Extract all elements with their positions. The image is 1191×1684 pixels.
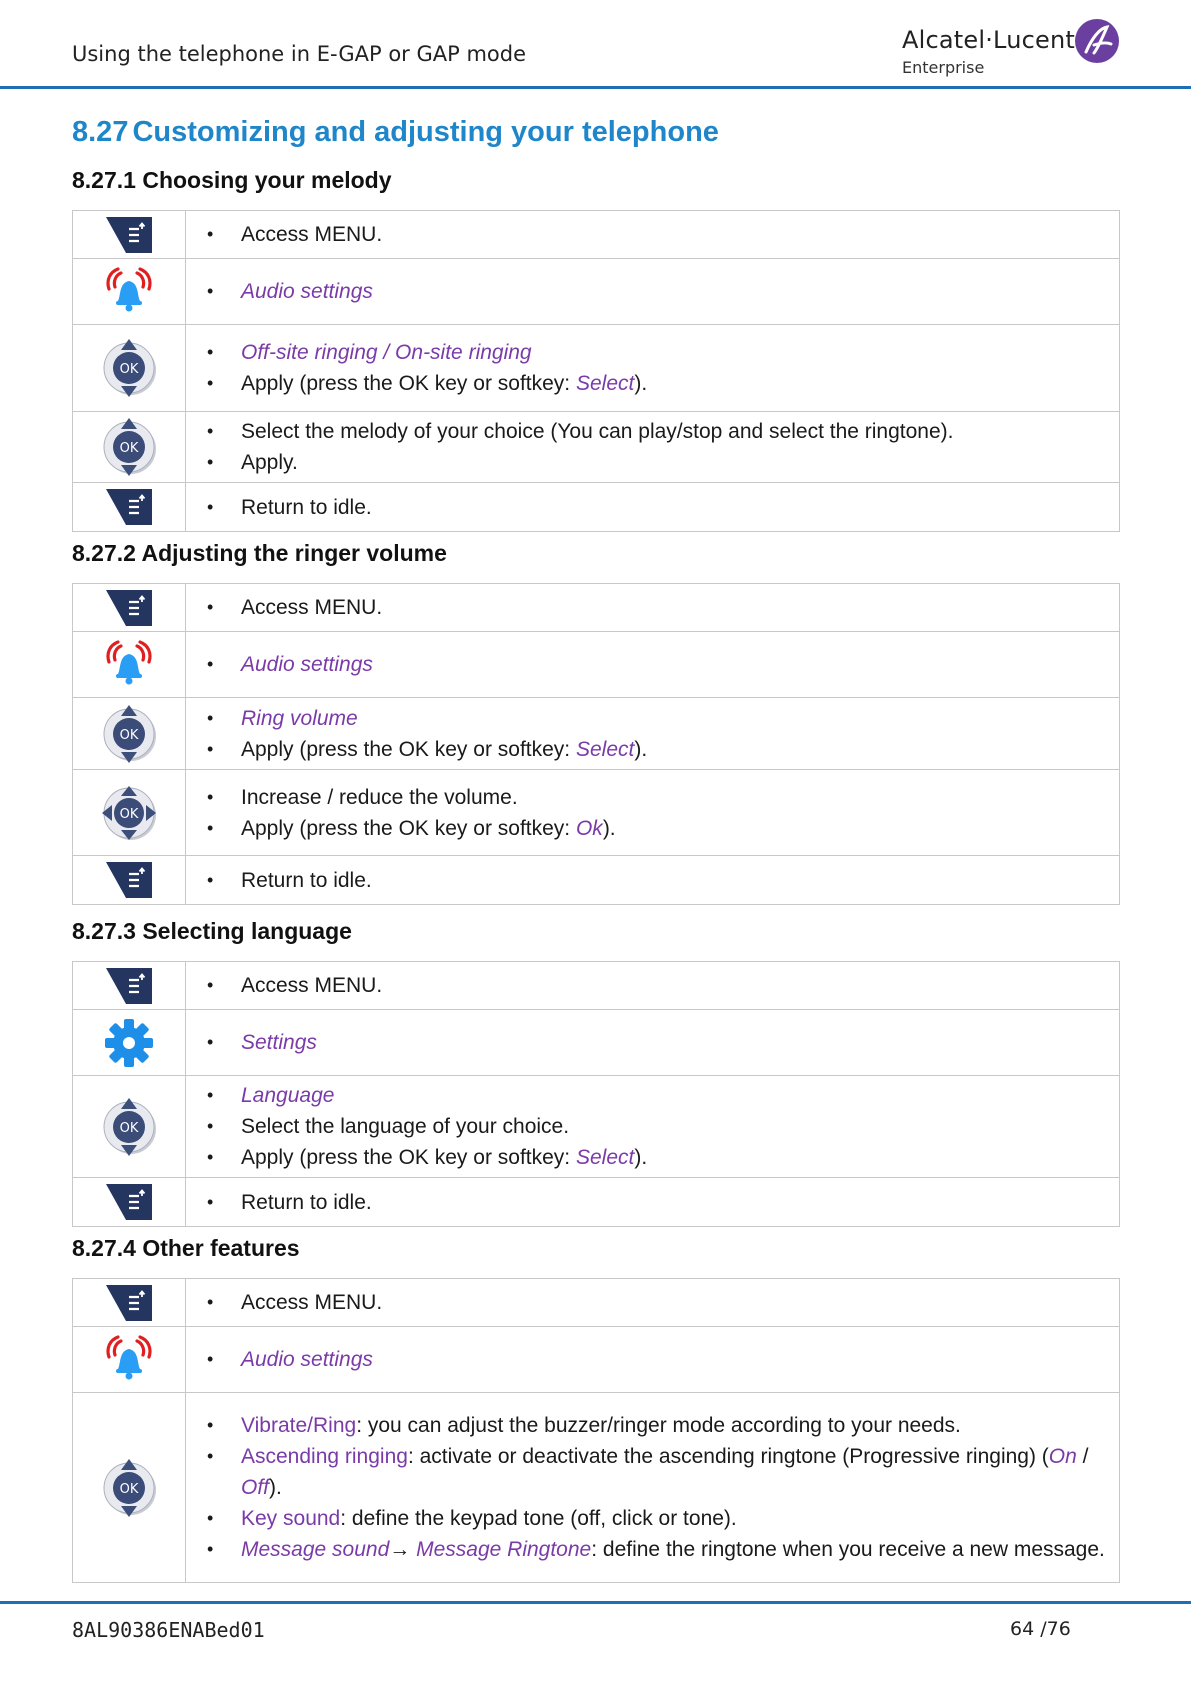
step-row — [73, 962, 1120, 1010]
step-item — [241, 1503, 1109, 1534]
step-text-cell — [186, 584, 1120, 632]
ok-navigator-icon — [100, 1118, 158, 1135]
step-list — [186, 703, 1109, 765]
step-item — [241, 1142, 1109, 1173]
logo-name: Alcatel·Lucent — [902, 26, 1076, 54]
heading-volume: 8.27.2 Adjusting the ringer volume — [72, 540, 447, 566]
step-icon-cell — [73, 325, 186, 412]
step-icon-cell — [73, 211, 186, 259]
step-item — [241, 782, 1109, 813]
step-text: Return to idle. — [241, 1190, 372, 1214]
heading-melody: 8.27.1 Choosing your melody — [72, 167, 392, 193]
softkey-text: Select — [575, 737, 635, 761]
step-row — [73, 412, 1120, 483]
step-item — [241, 649, 1109, 680]
step-icon-cell — [73, 1279, 186, 1327]
svg-text:OK: OK — [119, 362, 139, 377]
step-text: Apply (press the OK key or softkey: — [241, 737, 576, 761]
softkey-text: Ok — [575, 816, 603, 840]
step-text-cell — [186, 325, 1120, 412]
language-steps-table — [72, 961, 1120, 1227]
step-text: / — [1076, 1445, 1089, 1468]
step-item — [241, 1534, 1109, 1565]
step-text-cell — [186, 856, 1120, 905]
svg-text:OK: OK — [119, 806, 139, 822]
step-item — [241, 1111, 1109, 1142]
step-list — [186, 1080, 1109, 1173]
step-icon-cell — [73, 698, 186, 770]
step-text-cell — [186, 1393, 1120, 1583]
menu-key-icon — [104, 599, 154, 616]
step-text: Apply (press the OK key or softkey: — [241, 372, 576, 395]
svg-text:OK: OK — [119, 1120, 139, 1136]
step-text: Language — [241, 1084, 335, 1107]
step-row — [73, 1393, 1120, 1583]
step-item — [241, 734, 1109, 765]
step-text: Increase / reduce the volume. — [241, 785, 518, 809]
step-icon-cell — [73, 259, 186, 325]
step-list — [186, 276, 1109, 307]
svg-text:OK: OK — [119, 1481, 139, 1497]
softkey-text: Message Ringtone — [416, 1538, 592, 1561]
step-row — [73, 325, 1120, 412]
step-text: Audio settings — [241, 280, 373, 303]
step-list — [186, 1287, 1109, 1318]
step-text: Return to idle. — [241, 495, 372, 519]
step-text: : activate or deactivate the ascending ringtone (Progressive ringing) ( — [407, 1445, 1049, 1468]
step-item — [241, 813, 1109, 844]
step-row — [73, 1076, 1120, 1178]
step-item — [241, 492, 1109, 523]
header-title: Using the telephone in E-GAP or GAP mode — [72, 42, 527, 66]
step-row — [73, 1178, 1120, 1227]
step-text: Access MENU. — [241, 223, 383, 246]
step-text-cell — [186, 1327, 1120, 1393]
step-list — [186, 865, 1109, 896]
step-text: Audio settings — [241, 1348, 373, 1371]
step-text-cell — [186, 1279, 1120, 1327]
ringing-bell-icon — [101, 1351, 157, 1368]
other-steps-table — [72, 1278, 1120, 1583]
step-text: Audio settings — [241, 653, 373, 676]
step-text: Off-site ringing / On-site ringing — [241, 341, 532, 364]
menu-key-icon — [104, 1294, 154, 1311]
menu-option-text: Key sound — [241, 1507, 341, 1530]
ok-navigator-icon — [100, 1479, 158, 1496]
step-text: ). — [634, 372, 648, 395]
footer-page-number: 64 /76 — [1010, 1618, 1071, 1640]
step-row — [73, 1279, 1120, 1327]
step-list — [186, 970, 1109, 1001]
softkey-text: Message sound — [241, 1538, 390, 1561]
melody-steps-table — [72, 210, 1120, 532]
step-row — [73, 632, 1120, 698]
ok-navigator-4way-icon — [100, 804, 158, 821]
step-text: Apply (press the OK key or softkey: — [241, 816, 576, 840]
step-text: Return to idle. — [241, 868, 372, 892]
svg-text:OK: OK — [119, 727, 139, 743]
step-row — [73, 259, 1120, 325]
ringing-bell-icon — [101, 283, 157, 300]
step-text: Select the melody of your choice (You can play/stop and select the ringtone). — [241, 420, 954, 443]
step-text-cell — [186, 1076, 1120, 1178]
step-list — [186, 492, 1109, 523]
step-row — [73, 856, 1120, 905]
footer-doc-id: 8AL90386ENABed01 — [72, 1618, 265, 1642]
step-icon-cell — [73, 962, 186, 1010]
menu-key-icon — [104, 977, 154, 994]
step-icon-cell — [73, 483, 186, 532]
step-text-cell — [186, 259, 1120, 325]
step-item — [241, 865, 1109, 896]
step-list — [186, 1344, 1109, 1375]
settings-gear-icon — [104, 1034, 154, 1051]
step-text-cell — [186, 412, 1120, 483]
step-icon-cell — [73, 1327, 186, 1393]
step-item — [241, 276, 1109, 307]
step-text: ). — [634, 1146, 648, 1169]
step-list — [186, 1027, 1109, 1058]
step-item — [241, 703, 1109, 734]
step-text: ). — [602, 816, 616, 840]
step-item — [241, 970, 1109, 1001]
volume-steps-table — [72, 583, 1120, 905]
step-item — [241, 1441, 1109, 1503]
arrow-text: → — [389, 1538, 417, 1561]
menu-key-icon — [104, 226, 154, 243]
step-icon-cell — [73, 1393, 186, 1583]
step-text: Settings — [241, 1031, 317, 1054]
heading-other: 8.27.4 Other features — [72, 1235, 300, 1261]
step-text: Apply. — [241, 451, 298, 474]
heading-language: 8.27.3 Selecting language — [72, 918, 352, 944]
step-item — [241, 1080, 1109, 1111]
step-item — [241, 1410, 1109, 1441]
section-title: 8.27 Customizing and adjusting your telephone — [72, 116, 719, 148]
step-text: Ring volume — [241, 706, 358, 730]
step-row — [73, 584, 1120, 632]
ok-navigator-icon — [100, 438, 158, 455]
step-row — [73, 770, 1120, 856]
step-icon-cell — [73, 1010, 186, 1076]
step-icon-cell — [73, 770, 186, 856]
menu-option-text: Vibrate/Ring — [241, 1414, 357, 1437]
softkey-text: Off — [241, 1476, 270, 1499]
ok-navigator-icon — [100, 725, 158, 742]
step-list — [186, 416, 1109, 478]
step-icon-cell — [73, 584, 186, 632]
alcatel-logo-icon — [1074, 18, 1120, 64]
step-text: Apply (press the OK key or softkey: — [241, 1146, 576, 1169]
step-icon-cell — [73, 632, 186, 698]
step-text-cell — [186, 211, 1120, 259]
step-text-cell — [186, 698, 1120, 770]
step-text: : you can adjust the buzzer/ringer mode according to your needs. — [356, 1414, 961, 1437]
step-icon-cell — [73, 1178, 186, 1227]
step-row — [73, 211, 1120, 259]
menu-key-icon — [104, 871, 154, 888]
softkey-text: Select — [575, 372, 635, 395]
step-list — [186, 592, 1109, 623]
menu-key-icon — [104, 498, 154, 515]
step-text: ). — [634, 737, 648, 761]
step-item — [241, 368, 1109, 399]
step-item — [241, 1344, 1109, 1375]
step-row — [73, 1010, 1120, 1076]
step-list — [186, 337, 1109, 399]
header-rule — [0, 86, 1191, 89]
step-item — [241, 1027, 1109, 1058]
softkey-text: On — [1048, 1445, 1077, 1468]
step-text-cell — [186, 1178, 1120, 1227]
footer-rule — [0, 1601, 1191, 1604]
step-row — [73, 698, 1120, 770]
step-text: ). — [269, 1476, 282, 1499]
step-row — [73, 1327, 1120, 1393]
step-item — [241, 337, 1109, 368]
step-icon-cell — [73, 856, 186, 905]
svg-text:OK: OK — [119, 441, 139, 456]
ok-navigator-icon — [100, 359, 158, 376]
step-list — [186, 782, 1109, 844]
step-text-cell — [186, 632, 1120, 698]
step-item — [241, 447, 1109, 478]
step-item — [241, 416, 1109, 447]
step-text-cell — [186, 483, 1120, 532]
step-list — [186, 1187, 1109, 1218]
step-item — [241, 1287, 1109, 1318]
step-text: Access MENU. — [241, 596, 383, 619]
menu-key-icon — [104, 1193, 154, 1210]
step-list — [186, 1410, 1109, 1565]
step-text-cell — [186, 1010, 1120, 1076]
softkey-text: Select — [575, 1146, 635, 1169]
step-item — [241, 1187, 1109, 1218]
step-text-cell — [186, 770, 1120, 856]
step-text: Access MENU. — [241, 974, 383, 997]
step-item — [241, 592, 1109, 623]
ringing-bell-icon — [101, 656, 157, 673]
step-list — [186, 649, 1109, 680]
step-text: Access MENU. — [241, 1291, 383, 1314]
step-row — [73, 483, 1120, 532]
step-text: : define the ringtone when you receive a new message. — [591, 1538, 1105, 1561]
brand-logo — [902, 18, 1122, 84]
step-text: : define the keypad tone (off, click or tone). — [340, 1507, 737, 1530]
logo-sub: Enterprise — [902, 58, 985, 77]
step-icon-cell — [73, 1076, 186, 1178]
step-text-cell — [186, 962, 1120, 1010]
step-icon-cell — [73, 412, 186, 483]
step-text: Select the language of your choice. — [241, 1115, 570, 1138]
step-item — [241, 219, 1109, 250]
menu-option-text: Ascending ringing — [241, 1445, 408, 1468]
step-list — [186, 219, 1109, 250]
